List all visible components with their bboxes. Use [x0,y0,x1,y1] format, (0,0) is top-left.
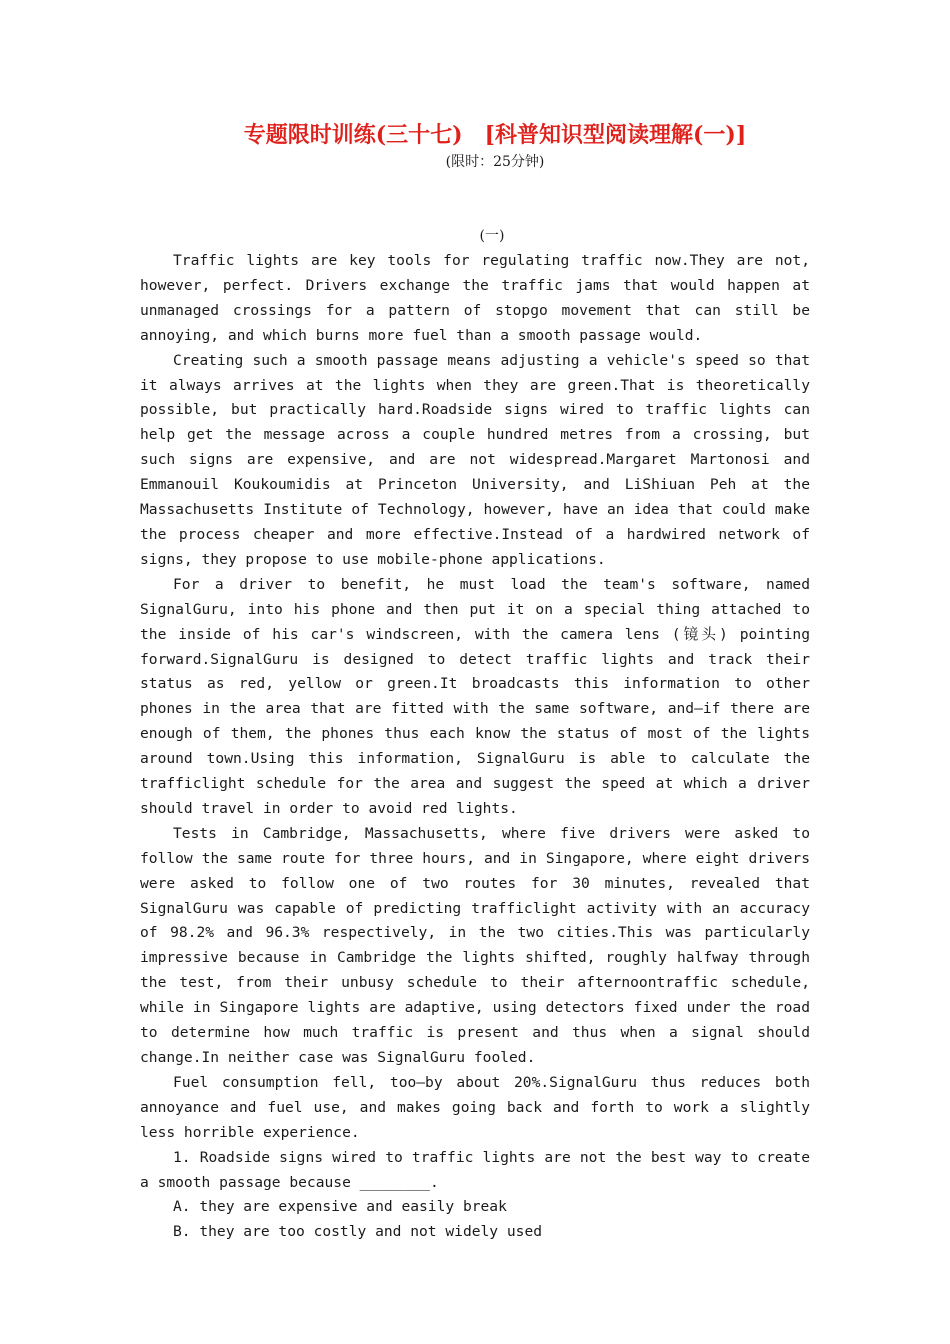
passage-paragraph: Fuel consumption fell, too—by about 20%.SignalGuru thus reduces both annoyance and fuel use, and makes going back and forth to work a slightly less horrible experience. [140,1073,810,1141]
answer-option-a: A. they are expensive and easily break [173,1198,507,1216]
section-number: (一) [479,228,505,244]
answer-option-b: B. they are too costly and not widely used [173,1223,543,1241]
page-title: 专题限时训练(三十七) [科普知识型阅读理解(一)] [243,122,747,148]
reading-passage [140,249,810,1245]
time-limit: (限时：25分钟) [445,154,545,170]
question-stem: 1. Roadside signs wired to traffic lights are not the best way to create a smooth passage because ________. [140,1148,810,1191]
passage-paragraph: For a driver to benefit, he must load the team's software, named SignalGuru, into his phone and then put it on a special thing attached to the inside of his car's windscreen, with the camera lens (镜头) pointing forward.SignalGuru is designed to detect traffic lights and track their status as red, yellow or green.It broadcasts this information to other phones in the area that are fitted with the same software, and—if there are enough of them, the phones thus each know the status of most of the lights around town.Using this information, SignalGuru is able to calculate the trafficlight schedule for the area and suggest the speed at which a driver should travel in order to avoid red lights. [140,575,810,817]
passage-paragraph: Traffic lights are key tools for regulating traffic now.They are not, however, perfect. Drivers exchange the traffic jams that would happen at unmanaged crossings for a pattern of stopgo movement that can still be annoying, and which burns more fuel than a smooth passage would. [140,252,810,344]
passage-paragraph: Tests in Cambridge, Massachusetts, where five drivers were asked to follow the same route for three hours, and in Singapore, where eight drivers were asked to follow one of two routes for 30 minutes, revealed that SignalGuru was capable of predicting trafficlight activity with an accuracy of 98.2% and 96.3% respectively, in the two cities.This was particularly impressive because in Cambridge the lights shifted, roughly halfway through the test, from their unbusy schedule to their afternoontraffic schedule, while in Singapore lights are adaptive, using detectors fixed under the road to determine how much traffic is present and thus when a signal should change.In neither case was SignalGuru fooled. [140,824,810,1066]
passage-paragraph: Creating such a smooth passage means adjusting a vehicle's speed so that it always arrives at the lights when they are green.That is theoretically possible, but practically hard.Roadside signs wired to traffic lights can help get the message across a couple hundred metres from a crossing, but such signs are expensive, and are not widespread.Margaret Martonosi and Emmanouil Koukoumidis at Princeton University, and LiShiuan Peh at the Massachusetts Institute of Technology, however, have an idea that could make the process cheaper and more effective.Instead of a hardwired network of signs, they propose to use mobile-phone applications. [140,351,810,568]
question-1 [140,1146,810,1246]
